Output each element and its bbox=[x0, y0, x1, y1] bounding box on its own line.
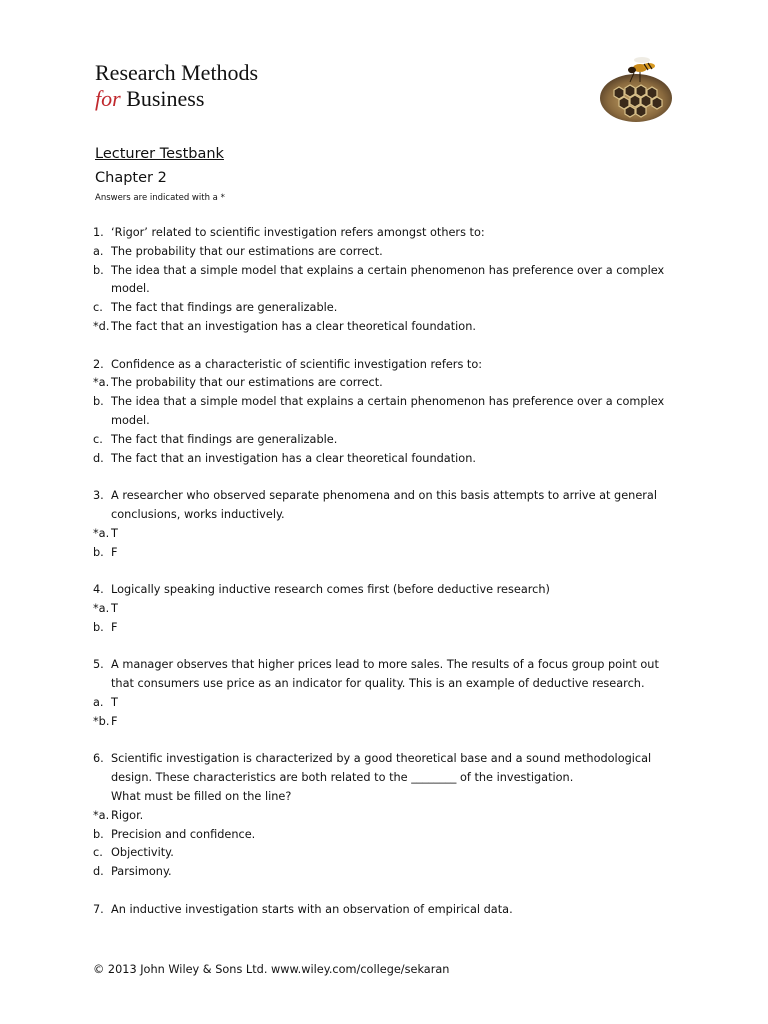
question-7 bbox=[93, 901, 683, 920]
option-text: The probability that our estimations are correct. bbox=[111, 376, 383, 390]
brand-line2-rest: Business bbox=[120, 86, 205, 111]
option-text: The fact that an investigation has a clear theoretical foundation. bbox=[111, 319, 476, 333]
answer-option bbox=[93, 600, 683, 619]
question-text-main: An inductive investigation starts with an observation of empirical data. bbox=[111, 902, 513, 916]
option-text: T bbox=[111, 695, 118, 709]
question-text-main: Confidence as a characteristic of scientific investigation refers to: bbox=[111, 357, 483, 371]
option-text: The fact that findings are generalizable. bbox=[111, 301, 338, 315]
question-text bbox=[111, 750, 683, 806]
option-marker: *a. bbox=[93, 808, 110, 822]
answer-option bbox=[93, 544, 683, 563]
option-marker: b. bbox=[93, 263, 104, 277]
option-marker: a. bbox=[93, 695, 104, 709]
option-marker: d. bbox=[93, 865, 104, 879]
question-2 bbox=[93, 356, 683, 469]
question-number: 5. bbox=[93, 658, 104, 672]
testbank-heading: Lecturer Testbank bbox=[95, 146, 224, 162]
question-list bbox=[93, 224, 683, 938]
question-number: 7. bbox=[93, 902, 104, 916]
answer-option bbox=[93, 450, 683, 469]
question-text-followup: What must be filled on the line? bbox=[111, 789, 292, 803]
option-marker: a. bbox=[93, 244, 104, 258]
answer-option bbox=[93, 393, 683, 431]
question-stem bbox=[93, 224, 683, 243]
option-marker: b. bbox=[93, 395, 104, 409]
answer-option bbox=[93, 299, 683, 318]
option-text: F bbox=[111, 620, 118, 634]
option-marker: d. bbox=[93, 451, 104, 465]
brand-line2 bbox=[95, 86, 258, 112]
answer-option bbox=[93, 694, 683, 713]
option-text: T bbox=[111, 526, 118, 540]
option-text: Precision and confidence. bbox=[111, 827, 256, 841]
option-marker: *a. bbox=[93, 376, 110, 390]
question-3 bbox=[93, 487, 683, 562]
answer-option bbox=[93, 262, 683, 300]
question-text-main: A manager observes that higher prices lead to more sales. The results of a focus group point out that consumers use price as an indicator for quality. This is an example of deductive research. bbox=[111, 658, 659, 691]
question-number: 3. bbox=[93, 489, 104, 503]
question-number: 1. bbox=[93, 226, 104, 239]
question-text bbox=[111, 487, 683, 525]
option-marker: b. bbox=[93, 545, 104, 559]
option-marker: b. bbox=[93, 620, 104, 634]
answer-option bbox=[93, 525, 683, 544]
option-text: F bbox=[111, 545, 118, 559]
option-marker: *d. bbox=[93, 319, 110, 333]
question-text-main: A researcher who observed separate phenomena and on this basis attempts to arrive at general conclusions, works inductively. bbox=[111, 489, 657, 521]
option-text: Objectivity. bbox=[111, 846, 174, 860]
option-text: The idea that a simple model that explains a certain phenomenon has preference over a complex model. bbox=[111, 263, 665, 296]
question-number: 6. bbox=[93, 752, 104, 766]
copyright-footer: © 2013 John Wiley & Sons Ltd. www.wiley.com/college/sekaran bbox=[93, 963, 450, 976]
question-5 bbox=[93, 656, 683, 731]
option-text: T bbox=[111, 601, 118, 615]
option-text: The fact that an investigation has a clear theoretical foundation. bbox=[111, 451, 476, 465]
option-marker: *a. bbox=[93, 526, 110, 540]
answer-option bbox=[93, 826, 683, 845]
question-stem bbox=[93, 656, 683, 694]
question-text bbox=[111, 581, 683, 600]
honeycomb-wasp-icon bbox=[596, 48, 678, 126]
question-text bbox=[111, 356, 683, 375]
option-text: F bbox=[111, 714, 118, 728]
brand-line1: Research Methods bbox=[95, 60, 259, 85]
question-6 bbox=[93, 750, 683, 882]
brand-for: for bbox=[95, 86, 121, 111]
question-4 bbox=[93, 581, 683, 637]
question-1 bbox=[93, 224, 683, 337]
question-text-main: ‘Rigor’ related to scientific investigation refers amongst others to: bbox=[111, 226, 485, 239]
option-marker: b. bbox=[93, 827, 104, 841]
option-text: The idea that a simple model that explains a certain phenomenon has preference over a complex model. bbox=[111, 395, 665, 427]
answer-option bbox=[93, 713, 683, 732]
answer-option bbox=[93, 863, 683, 882]
question-text bbox=[111, 656, 683, 694]
question-stem bbox=[93, 750, 683, 806]
answer-option bbox=[93, 619, 683, 638]
answer-option bbox=[93, 431, 683, 450]
answers-note: Answers are indicated with a * bbox=[95, 193, 225, 203]
question-number: 4. bbox=[93, 583, 104, 597]
question-stem bbox=[93, 901, 683, 920]
answer-option bbox=[93, 318, 683, 337]
option-text: Parsimony. bbox=[111, 865, 172, 879]
option-text: The fact that findings are generalizable. bbox=[111, 432, 338, 446]
brand-title bbox=[95, 60, 258, 112]
answer-option bbox=[93, 243, 683, 262]
option-text: The probability that our estimations are correct. bbox=[111, 244, 383, 258]
question-stem bbox=[93, 356, 683, 375]
answer-option bbox=[93, 807, 683, 826]
question-number: 2. bbox=[93, 357, 104, 371]
option-marker: *a. bbox=[93, 601, 110, 615]
option-marker: c. bbox=[93, 301, 103, 315]
answer-option bbox=[93, 844, 683, 863]
question-text bbox=[111, 224, 683, 243]
question-stem bbox=[93, 487, 683, 525]
question-stem bbox=[93, 581, 683, 600]
question-text-main: Logically speaking inductive research comes first (before deductive research) bbox=[111, 583, 550, 597]
question-text-main: Scientific investigation is characterized by a good theoretical base and a sound methodological design. These characteristics are both related to the ________ of the investigation. bbox=[111, 752, 652, 785]
answer-option bbox=[93, 374, 683, 393]
chapter-heading: Chapter 2 bbox=[95, 170, 167, 186]
option-marker: *b. bbox=[93, 714, 110, 728]
option-marker: c. bbox=[93, 846, 103, 860]
question-text bbox=[111, 901, 683, 920]
option-text: Rigor. bbox=[111, 808, 144, 822]
option-marker: c. bbox=[93, 432, 103, 446]
